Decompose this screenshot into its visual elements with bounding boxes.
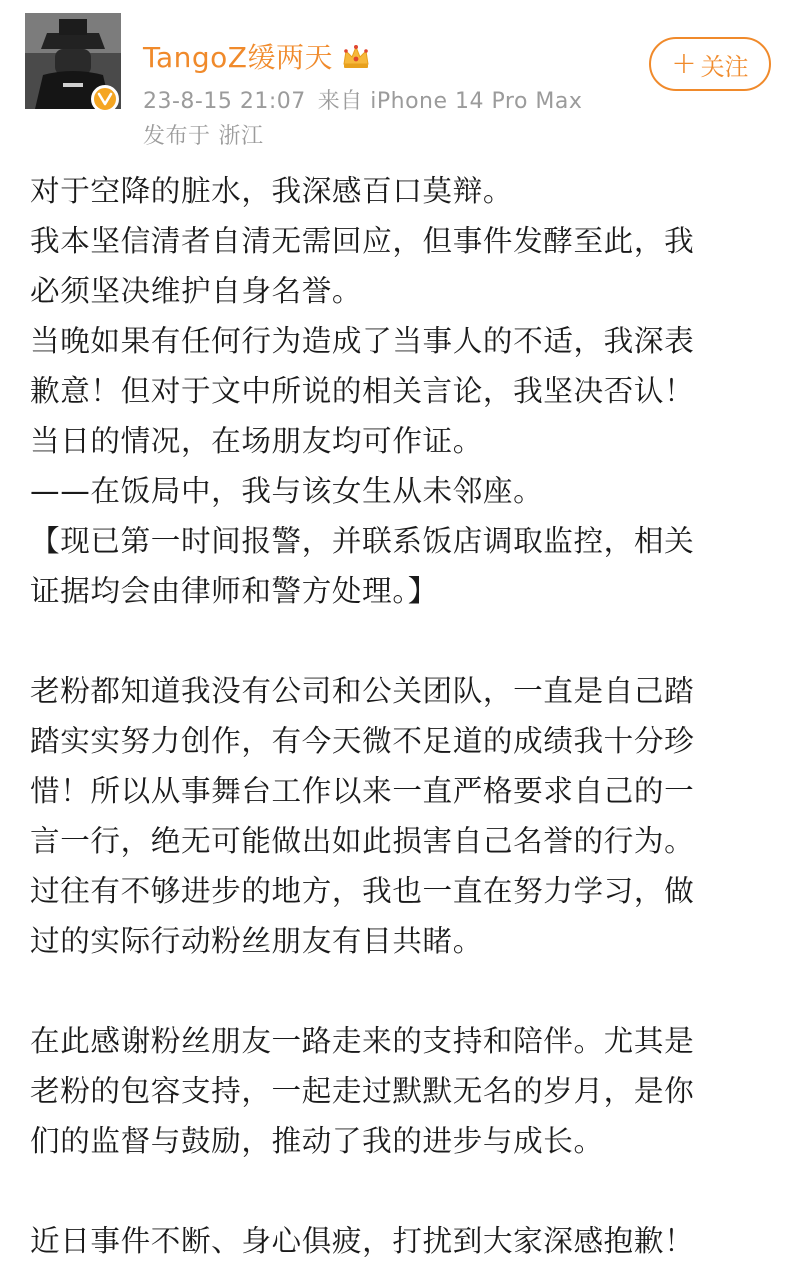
text-line: 近日事件不断、身心俱疲，打扰到大家深感抱歉！: [30, 1224, 695, 1258]
text-line: 过的实际行动粉丝朋友有目共睹。: [30, 924, 483, 958]
text-line: 对于空降的脏水，我深感百口莫辩。: [30, 174, 514, 208]
post-timestamp: 23-8-15 21:07: [143, 89, 306, 114]
paragraph: [30, 1016, 775, 1166]
post-meta: [143, 84, 582, 115]
verified-v-icon: [91, 85, 119, 113]
text-line: 当晚如果有任何行为造成了当事人的不适，我深表: [30, 324, 695, 358]
text-line: 当日的情况，在场朋友均可作证。: [30, 424, 483, 458]
text-line: 我本坚信清者自清无需回应，但事件发酵至此，我: [30, 224, 695, 258]
text-line: 踏实实努力创作，有今天微不足道的成绩我十分珍: [30, 724, 695, 758]
text-line: 言一行，绝无可能做出如此损害自己名誉的行为。: [30, 824, 695, 858]
paragraph: [30, 1216, 775, 1266]
post-body: [30, 166, 775, 1266]
text-line: 老粉的包容支持，一起走过默默无名的岁月，是你: [30, 1074, 695, 1108]
username-row: [143, 38, 371, 74]
paragraph: [30, 666, 775, 966]
paragraph-gap: [30, 1166, 775, 1216]
follow-label: 关注: [700, 52, 749, 81]
text-line: 在此感谢粉丝朋友一路走来的支持和陪伴。尤其是: [30, 1024, 695, 1058]
paragraph-gap: [30, 616, 775, 666]
paragraph: [30, 166, 775, 616]
crown-icon: [341, 42, 371, 70]
plus-icon: +: [671, 46, 697, 81]
text-line: 【现已第一时间报警，并联系饭店调取监控，相关: [30, 524, 695, 558]
text-line: ——在饭局中，我与该女生从未邻座。: [30, 474, 544, 508]
text-line: 证据均会由律师和警方处理。】: [30, 574, 438, 608]
location-value: 浙江: [218, 124, 264, 149]
text-line: 们的监督与鼓励，推动了我的进步与成长。: [30, 1124, 604, 1158]
paragraph-gap: [30, 966, 775, 1016]
post-source: 来自 iPhone 14 Pro Max: [317, 89, 583, 114]
post-header: [0, 0, 800, 160]
text-line: 歉意！但对于文中所说的相关言论，我坚决否认！: [30, 374, 695, 408]
text-line: 过往有不够进步的地方，我也一直在努力学习，做: [30, 874, 695, 908]
username[interactable]: TangoZ缓两天: [143, 41, 333, 74]
follow-button[interactable]: [649, 37, 771, 91]
text-line: 老粉都知道我没有公司和公关团队，一直是自己踏: [30, 674, 695, 708]
text-line: 必须坚决维护自身名誉。: [30, 274, 363, 308]
post-location: [143, 119, 264, 150]
avatar[interactable]: [25, 13, 121, 109]
location-prefix: 发布于: [143, 124, 211, 149]
text-line: 惜！所以从事舞台工作以来一直严格要求自己的一: [30, 774, 695, 808]
